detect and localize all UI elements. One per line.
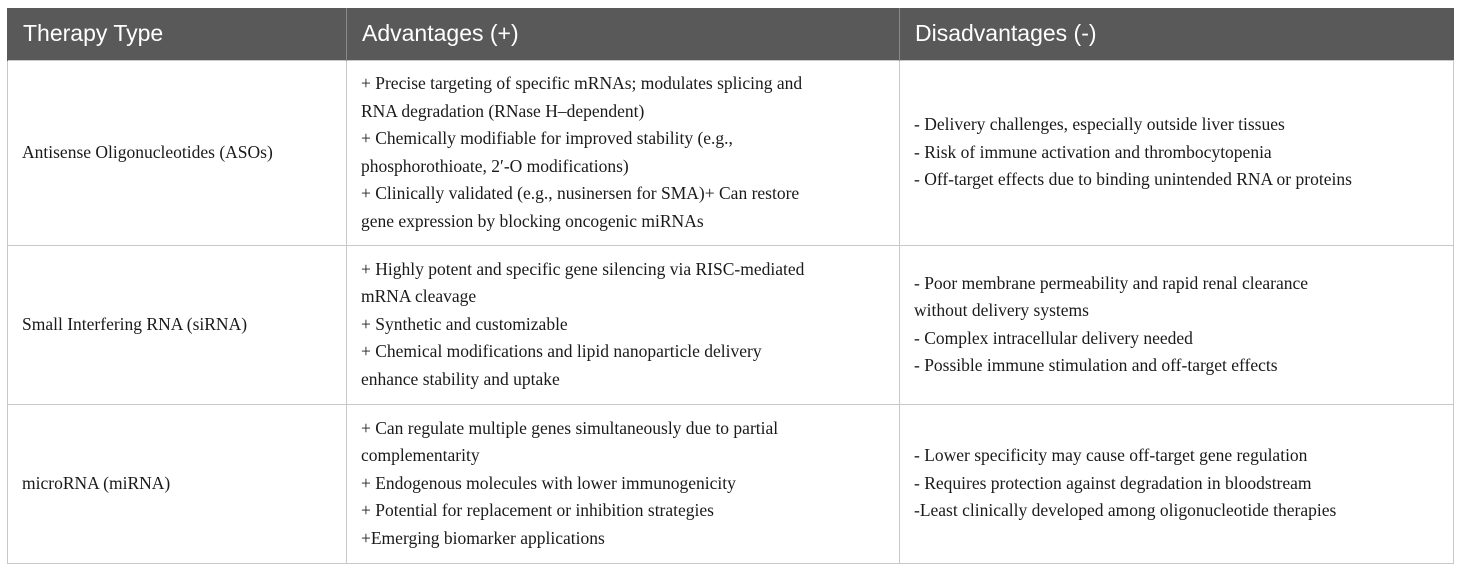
advantage-line: + Chemical modifications and lipid nanoparticle delivery [361, 341, 762, 362]
advantage-line: complementarity [361, 445, 480, 466]
disadvantage-line: - Delivery challenges, especially outside liver tissues [914, 114, 1285, 135]
header-disadvantages: Disadvantages (-) [900, 8, 1454, 60]
advantage-line: gene expression by blocking oncogenic miRNAs [361, 210, 704, 231]
disadvantage-line: - Complex intracellular delivery needed [914, 327, 1193, 348]
table-header [8, 8, 1454, 60]
header-advantages: Advantages (+) [347, 8, 900, 60]
table-row [8, 404, 1454, 563]
disadvantages-cell [900, 60, 1454, 245]
advantage-line: +Emerging biomarker applications [361, 527, 605, 548]
advantage-line: + Endogenous molecules with lower immunogenicity [361, 472, 736, 493]
advantage-line: + Precise targeting of specific mRNAs; modulates splicing and [361, 73, 803, 93]
therapy-type-cell: microRNA (miRNA) [8, 404, 347, 563]
header-therapy-type: Therapy Type [8, 8, 347, 60]
therapy-comparison-table [7, 8, 1454, 564]
advantage-line: phosphorothioate, 2′-O modifications) [361, 155, 629, 176]
advantages-cell [347, 60, 900, 245]
advantage-line: + Clinically validated (e.g., nusinersen for SMA)+ Can restore [361, 183, 800, 203]
disadvantage-line: - Possible immune stimulation and off-target effects [914, 355, 1278, 375]
disadvantage-line: -Least clinically developed among oligonucleotide therapies [914, 500, 1337, 521]
advantage-line: RNA degradation (RNase H–dependent) [361, 100, 645, 121]
advantage-line: + Potential for replacement or inhibition strategies [361, 500, 714, 521]
therapy-type-cell: Small Interfering RNA (siRNA) [8, 245, 347, 404]
table-row [8, 245, 1454, 404]
table-body [8, 60, 1454, 563]
disadvantages-cell [900, 404, 1454, 563]
advantage-line: enhance stability and uptake [361, 368, 560, 389]
disadvantage-line: - Risk of immune activation and thrombocytopenia [914, 141, 1272, 162]
advantage-line: + Highly potent and specific gene silencing via RISC-mediated [361, 258, 805, 279]
advantages-cell [347, 245, 900, 404]
disadvantage-line: - Lower specificity may cause off-target gene regulation [914, 445, 1308, 466]
therapy-type-cell: Antisense Oligonucleotides (ASOs) [8, 60, 347, 245]
disadvantage-line: - Requires protection against degradation in bloodstream [914, 472, 1312, 493]
header-row [8, 8, 1454, 60]
table-row [8, 60, 1454, 245]
disadvantage-line: - Poor membrane permeability and rapid renal clearance [914, 272, 1309, 293]
disadvantage-line: without delivery systems [914, 300, 1089, 320]
advantage-line: + Chemically modifiable for improved stability (e.g., [361, 128, 733, 148]
disadvantages-cell [900, 245, 1454, 404]
advantage-line: + Can regulate multiple genes simultaneously due to partial [361, 417, 779, 438]
advantages-cell [347, 404, 900, 563]
disadvantage-line: - Off-target effects due to binding unintended RNA or proteins [914, 169, 1352, 190]
advantage-line: mRNA cleavage [361, 286, 477, 307]
advantage-line: + Synthetic and customizable [361, 313, 568, 334]
